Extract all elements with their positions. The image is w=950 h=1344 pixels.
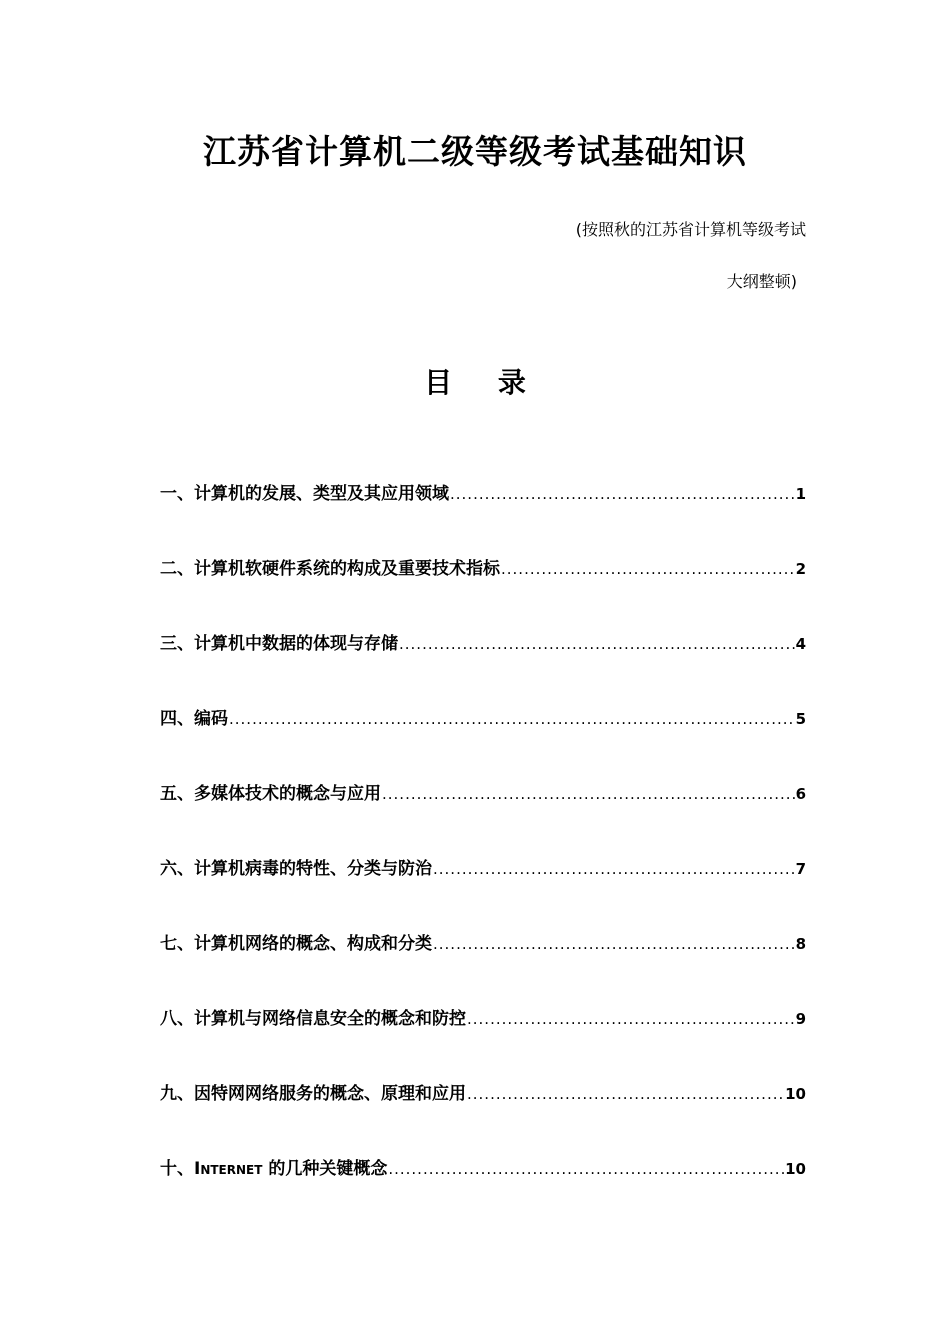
toc-entry-label: 三、计算机中数据的体现与存储 (160, 634, 398, 654)
toc-dot-leader (450, 478, 795, 510)
toc-dot-leader (433, 853, 795, 885)
toc-dot-leader (399, 628, 795, 660)
toc-dot-leader (388, 1153, 784, 1185)
toc-entry-label: 二、计算机软硬件系统的构成及重要技术指标 (160, 559, 500, 579)
toc-entry-label: 四、编码 (160, 709, 228, 729)
toc-page-number: 10 (785, 1085, 806, 1103)
toc-page-number: 9 (795, 1010, 806, 1028)
toc-page-number: 7 (795, 860, 806, 878)
toc-entry-label-suffix: 的几种关键概念 (262, 1159, 388, 1179)
toc-page-number: 6 (795, 785, 806, 803)
toc-entry-2[interactable] (160, 553, 806, 628)
document-title: 江苏省计算机二级等级考试基础知识 (203, 132, 747, 171)
toc-entry-6[interactable] (160, 853, 806, 928)
toc-entry-label: 九、因特网网络服务的概念、原理和应用 (160, 1084, 466, 1104)
table-of-contents (160, 478, 806, 1228)
toc-page-number: 5 (795, 710, 806, 728)
toc-entry-label: 七、计算机网络的概念、构成和分类 (160, 934, 432, 954)
toc-entry-1[interactable] (160, 478, 806, 553)
toc-entry-label: 八、计算机与网络信息安全的概念和防控 (160, 1009, 466, 1029)
toc-entry-5[interactable] (160, 778, 806, 853)
toc-page-number: 2 (795, 560, 806, 578)
toc-page-number: 1 (795, 485, 806, 503)
toc-entry-8[interactable] (160, 1003, 806, 1078)
toc-entry-label: 五、多媒体技术的概念与应用 (160, 784, 381, 804)
toc-entry-label: 六、计算机病毒的特性、分类与防治 (160, 859, 432, 879)
toc-entry-label (160, 1153, 387, 1185)
toc-entry-9[interactable] (160, 1078, 806, 1153)
toc-entry-7[interactable] (160, 928, 806, 1003)
toc-page-number: 10 (785, 1160, 806, 1178)
toc-entry-label: 一、计算机的发展、类型及其应用领域 (160, 484, 449, 504)
toc-dot-leader (382, 778, 795, 810)
subtitle-line-1: (按照秋的江苏省计算机等级考试 (575, 220, 806, 239)
toc-heading: 目 录 (424, 366, 544, 399)
toc-page-number: 8 (795, 935, 806, 953)
toc-entry-label-internet: Internet (194, 1159, 263, 1179)
toc-dot-leader (467, 1003, 795, 1035)
toc-dot-leader (467, 1078, 784, 1110)
toc-entry-10[interactable] (160, 1153, 806, 1228)
subtitle-line-2: 大纲整顿) (726, 272, 797, 291)
toc-entry-3[interactable] (160, 628, 806, 703)
toc-dot-leader (229, 703, 795, 735)
toc-entry-4[interactable] (160, 703, 806, 778)
toc-page-number: 4 (795, 635, 806, 653)
toc-entry-label-prefix: 十、 (160, 1159, 194, 1179)
toc-dot-leader (433, 928, 795, 960)
toc-dot-leader (501, 553, 795, 585)
